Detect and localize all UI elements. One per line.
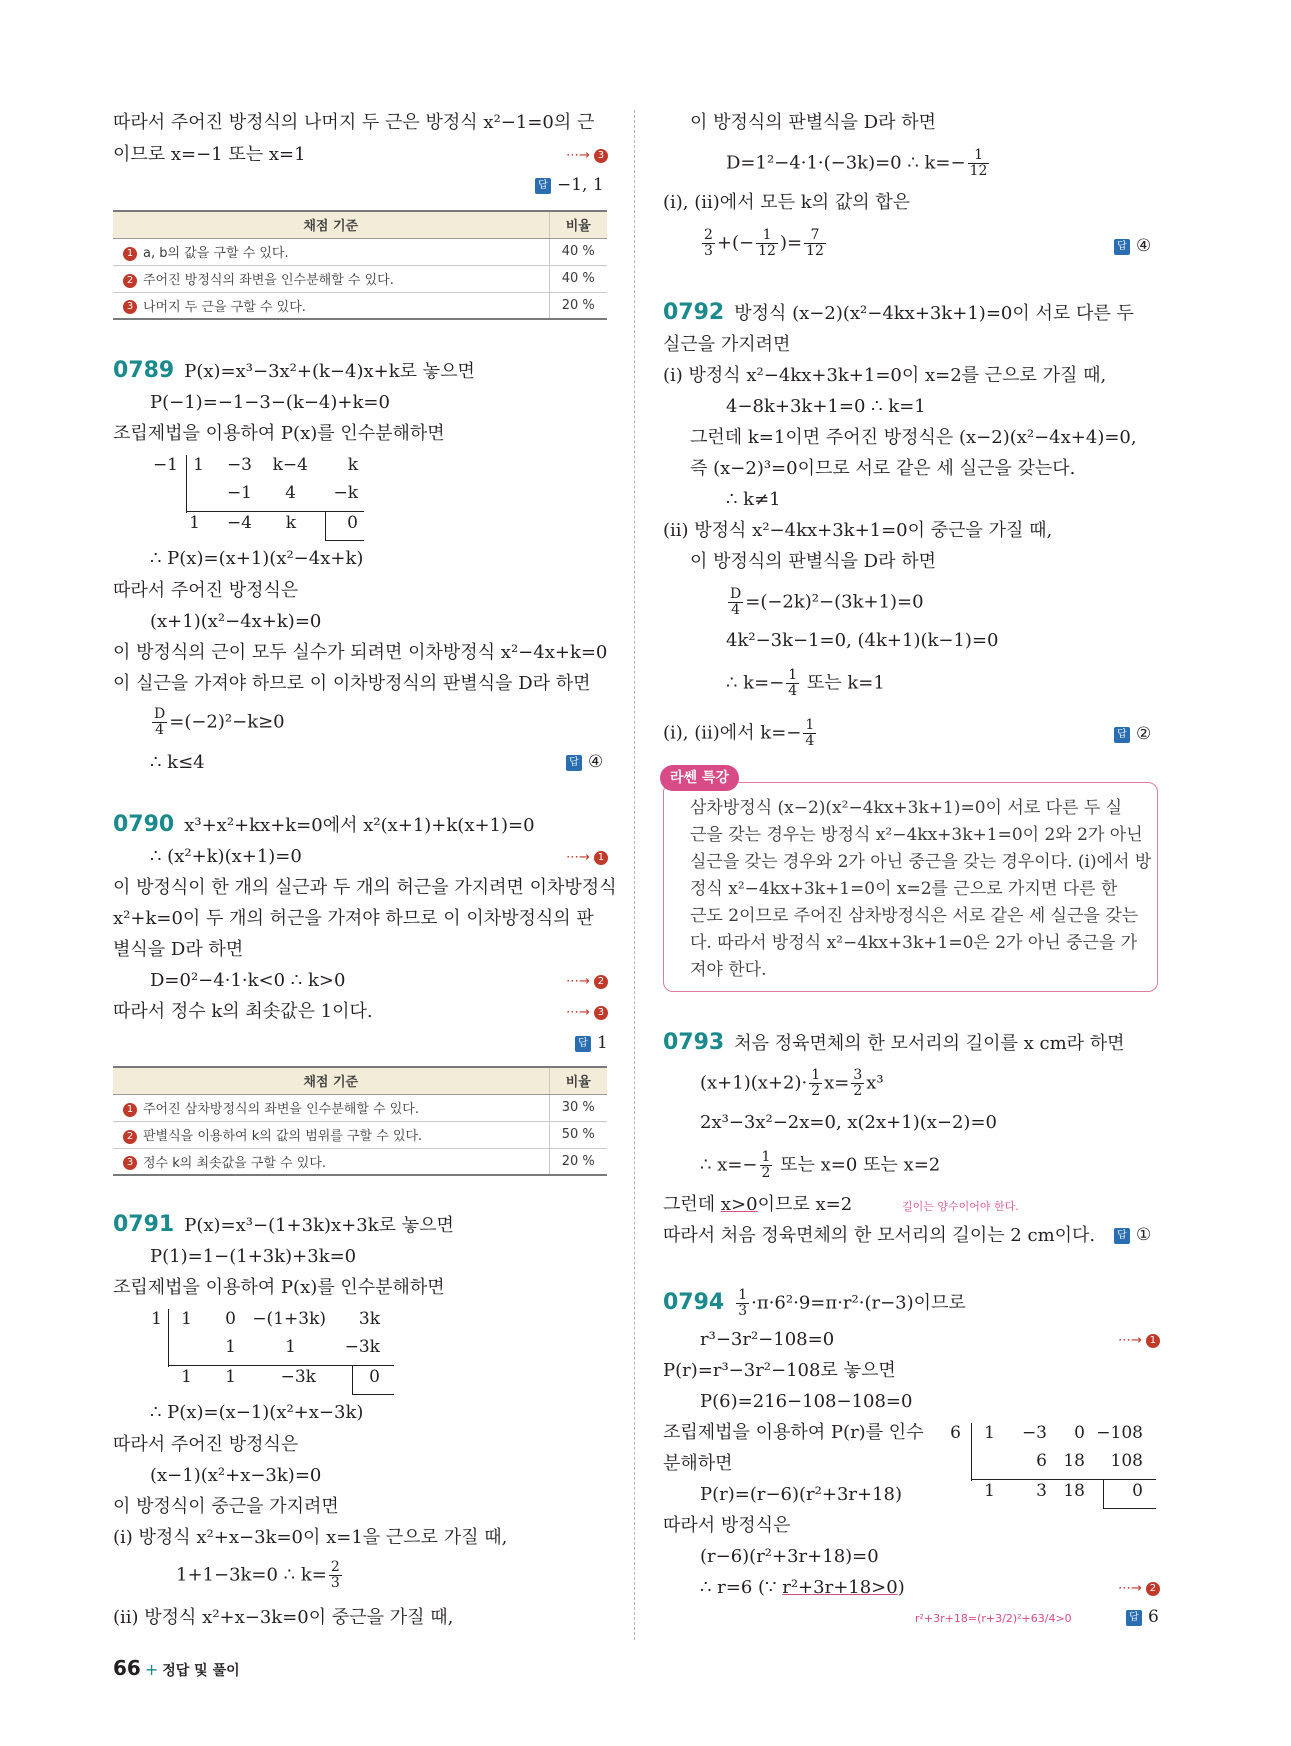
0793-line-4: ∴ x=− $\frac{1}{2}$ 또는 x=0 또는 x=2 [700, 1149, 941, 1181]
problem-0789: 0789 P(x)=x³−3x²+(k−4)x+k로 놓으면 [113, 358, 475, 383]
answer-0793: 답 ① [1114, 1225, 1151, 1245]
tip-tag: 라쎈 특강 [660, 765, 739, 791]
0791-line-9: 1+1−3k=0 ∴ k= $\frac{2}{3}$ [176, 1559, 340, 1591]
0792-line-12: ∴ k=− $\frac{1}{4}$ 또는 k=1 [726, 667, 885, 699]
0793-line-3: 2x³−3x²−2x=0, x(2x+1)(x−2)=0 [700, 1112, 997, 1133]
0790-line-2: ∴ (x²+k)(x+1)=0 [150, 846, 302, 867]
0794-line-3: P(r)=r³−3r²−108로 놓으면 [663, 1360, 896, 1381]
answer-0790: 답 1 [575, 1033, 608, 1053]
0789-line-7: 이 방정식의 근이 모두 실수가 되려면 이차방정식 x²−4x+k=0 [113, 642, 608, 663]
answer-icon: 답 [1114, 727, 1130, 743]
0794-line-2: r³−3r²−108=0 [700, 1329, 835, 1350]
0792-line-7: ∴ k≠1 [726, 489, 781, 510]
0794-line-6: 분해하면 [663, 1453, 733, 1474]
problem-0793: 0793 처음 정육면체의 한 모서리의 길이를 x cm라 하면 [663, 1030, 1125, 1055]
0789-line-6: (x+1)(x²−4x+k)=0 [150, 611, 322, 632]
division-line [186, 511, 364, 512]
division-bar [186, 455, 187, 513]
tip-line: 다. 따라서 방정식 x²−4kx+3k+1=0은 2가 아닌 중근을 가 [690, 933, 1138, 953]
answer-0794: 답 6 [1126, 1607, 1159, 1627]
division-bar [971, 1423, 972, 1481]
footer-label: 정답 및 풀이 [162, 1663, 240, 1679]
0792-line-2: 실근을 가지려면 [663, 334, 791, 355]
problem-0791: 0791 P(x)=x³−(1+3k)x+3k로 놓으면 [113, 1212, 454, 1237]
0789-line-9: $\frac{D}{4}$ =(−2)²−k≥0 [154, 706, 285, 738]
0790-line-7: 따라서 정수 k의 최솟값은 1이다. [113, 1001, 373, 1022]
0791-line-10: (ii) 방정식 x²+x−3k=0이 중근을 가질 때, [113, 1607, 454, 1628]
table-row: 3 나머지 두 근을 구할 수 있다. 20 % [113, 292, 607, 319]
problem-0794: 0794 $\frac{1}{3}$ ·π·6²·9=π·r²·(r−3)이므로 [663, 1287, 966, 1319]
0789-line-10: ∴ k≤4 [150, 752, 205, 773]
answer-0792: 답 ② [1114, 724, 1151, 744]
table-head-criteria: 채점 기준 [113, 1067, 549, 1094]
0792-line-11: 4k²−3k−1=0, (4k+1)(k−1)=0 [726, 630, 999, 651]
scoring-table-2 [113, 1066, 607, 1176]
answer-icon: 답 [1114, 1228, 1130, 1244]
answer-icon: 답 [1114, 239, 1130, 255]
0790-line-5: 별식을 D라 하면 [113, 939, 244, 960]
division-remainder-bar [325, 511, 326, 541]
answer-icon: 답 [1126, 1610, 1142, 1626]
0791-line-3: 조립제법을 이용하여 P(x)를 인수분해하면 [113, 1277, 445, 1298]
0792-line-4: 4−8k+3k+1=0 ∴ k=1 [726, 396, 926, 417]
0793-line-2: (x+1)(x+2)· $\frac{1}{2}$ x= $\frac{3}{2}$ x³ [700, 1067, 884, 1099]
tip-line: 정식 x²−4kx+3k+1=0이 x=2를 근으로 가지면 다른 한 [690, 879, 1118, 899]
0790-line-6: D=0²−4·1·k<0 ∴ k>0 [150, 970, 346, 991]
table-row: 3 정수 k의 최솟값을 구할 수 있다. 20 % [113, 1148, 607, 1175]
division-line [168, 1365, 394, 1366]
answer-0789: 답 ④ [566, 752, 603, 772]
answer-icon: 답 [575, 1036, 591, 1052]
0791-line-2: P(1)=1−(1+3k)+3k=0 [150, 1246, 357, 1267]
intro-line-1: 따라서 주어진 방정식의 나머지 두 근은 방정식 x²−1=0의 근 [113, 112, 595, 133]
table-row: 2 판별식을 이용하여 k의 값의 범위를 구할 수 있다. 50 % [113, 1121, 607, 1148]
0792-line-13: (i), (ii)에서 k=− $\frac{1}{4}$ [663, 717, 815, 749]
table-head-criteria: 채점 기준 [113, 211, 549, 238]
synthetic-division-0789: −1 1 −3 k−4 k −1 4 −k 1 −4 k 0 [152, 455, 358, 533]
step-marker: ⋯→ 1 [1118, 1333, 1160, 1348]
problem-0792: 0792 방정식 (x−2)(x²−4kx+3k+1)=0이 서로 다른 두 [663, 300, 1134, 325]
0794-line-5: 조립제법을 이용하여 P(r)를 인수 [663, 1422, 924, 1443]
0793-line-5: 그런데 x>0이므로 x=2 [663, 1194, 853, 1215]
0791-line-5: 따라서 주어진 방정식은 [113, 1434, 299, 1455]
answer-icon: 답 [535, 178, 551, 194]
0794-line-10: ∴ r=6 (∵ r²+3r+18>0) [700, 1577, 905, 1598]
tip-line: 실근을 갖는 경우와 2가 아닌 중근을 갖는 경우이다. (i)에서 방 [690, 852, 1152, 872]
scoring-table-1 [113, 210, 607, 320]
step-marker: ⋯→ 2 [1118, 1581, 1160, 1596]
page-footer: 66 + 정답 및 풀이 [113, 1656, 240, 1680]
0792-line-10: $\frac{D}{4}$ =(−2k)²−(3k+1)=0 [730, 586, 924, 618]
0792-line-6: 즉 (x−2)³=0이므로 서로 같은 세 실근을 갖는다. [690, 458, 1076, 479]
tip-line: 삼차방정식 (x−2)(x²−4kx+3k+1)=0이 서로 다른 두 실 [690, 798, 1123, 818]
page-number: 66 [113, 1656, 141, 1680]
0789-line-5: 따라서 주어진 방정식은 [113, 580, 299, 601]
0791-line-8: (i) 방정식 x²+x−3k=0이 x=1을 근으로 가질 때, [113, 1527, 508, 1548]
0791-line-4: ∴ P(x)=(x−1)(x²+x−3k) [150, 1402, 364, 1423]
column-divider [634, 110, 635, 1640]
0794-line-9: (r−6)(r²+3r+18)=0 [700, 1546, 879, 1567]
0789-line-3: 조립제법을 이용하여 P(x)를 인수분해하면 [113, 423, 445, 444]
0794-line-7: P(r)=(r−6)(r²+3r+18) [700, 1484, 903, 1505]
division-remainder-line [1103, 1508, 1156, 1509]
table-head-ratio: 비율 [549, 1067, 607, 1094]
0789-line-8: 이 실근을 가져야 하므로 이 이차방정식의 판별식을 D라 하면 [113, 673, 591, 694]
0792-line-5: 그런데 k=1이면 주어진 방정식은 (x−2)(x²−4x+4)=0, [690, 427, 1137, 448]
synthetic-division-0791: 1 1 0 −(1+3k) 3k 1 1 −3k 1 1 −3k 0 [151, 1309, 380, 1387]
0790-line-4: x²+k=0이 두 개의 허근을 가져야 하므로 이 이차방정식의 판 [113, 908, 594, 929]
0792-line-9: 이 방정식의 판별식을 D라 하면 [690, 551, 936, 572]
note-positive-quadratic: r²+3r+18=(r+3/2)²+63/4>0 [915, 1612, 1072, 1625]
0791-line-6: (x−1)(x²+x−3k)=0 [150, 1465, 322, 1486]
cont-line-1: 이 방정식의 판별식을 D라 하면 [690, 112, 936, 133]
tip-line: 져야 한다. [690, 960, 767, 980]
division-remainder-line [352, 1394, 394, 1395]
division-remainder-bar [352, 1365, 353, 1395]
division-remainder-bar [1103, 1479, 1104, 1509]
0790-line-3: 이 방정식이 한 개의 실근과 두 개의 허근을 가지려면 이차방정식 [113, 877, 617, 898]
division-line [971, 1479, 1156, 1480]
synthetic-division-0794: 6 1 −3 0 −108 6 18 108 1 3 18 0 [950, 1423, 1143, 1501]
0794-line-4: P(6)=216−108−108=0 [700, 1391, 913, 1412]
0792-line-3: (i) 방정식 x²−4kx+3k+1=0이 x=2를 근으로 가질 때, [663, 365, 1107, 386]
step-marker: ⋯→ 3 [566, 1005, 608, 1020]
tip-line: 근을 갖는 경우는 방정식 x²−4kx+3k+1=0이 2와 2가 아닌 [690, 825, 1143, 845]
answer-0791: 답 ④ [1114, 236, 1151, 256]
division-remainder-line [325, 540, 364, 541]
answer-intro: 답 −1, 1 [535, 175, 604, 195]
0794-line-8: 따라서 방정식은 [663, 1515, 791, 1536]
intro-line-2: 이므로 x=−1 또는 x=1 [113, 144, 306, 165]
step-marker: ⋯→ 2 [566, 974, 608, 989]
table-row: 1 주어진 삼차방정식의 좌변을 인수분해할 수 있다. 30 % [113, 1094, 607, 1121]
cont-line-3: (i), (ii)에서 모든 k의 값의 합은 [663, 192, 911, 213]
0789-line-4: ∴ P(x)=(x+1)(x²−4x+k) [150, 548, 364, 569]
table-head-ratio: 비율 [549, 211, 607, 238]
0791-line-7: 이 방정식이 중근을 가지려면 [113, 1496, 339, 1517]
0789-line-2: P(−1)=−1−3−(k−4)+k=0 [150, 392, 390, 413]
step-marker: ⋯→ 3 [566, 148, 608, 163]
division-bar [168, 1309, 169, 1367]
table-row: 2 주어진 방정식의 좌변을 인수분해할 수 있다. 40 % [113, 265, 607, 292]
0792-line-8: (ii) 방정식 x²−4kx+3k+1=0이 중근을 가질 때, [663, 520, 1053, 541]
problem-0790: 0790 x³+x²+kx+k=0에서 x²(x+1)+k(x+1)=0 [113, 812, 535, 837]
cont-line-2: D=1²−4·1·(−3k)=0 ∴ k=− $\frac{1}{12}$ [726, 147, 988, 179]
table-row: 1 a, b의 값을 구할 수 있다. 40 % [113, 238, 607, 265]
cont-line-4: $\frac{2}{3}$ +(− $\frac{1}{12}$ )= $\frac{7}{12}$ [704, 227, 824, 259]
note-positive-length: 길이는 양수이어야 한다. [902, 1200, 1019, 1213]
0793-line-6: 따라서 처음 정육면체의 한 모서리의 길이는 2 cm이다. [663, 1225, 1096, 1246]
tip-line: 근도 2이므로 주어진 삼차방정식은 서로 같은 세 실근을 갖는 [690, 906, 1139, 926]
step-marker: ⋯→ 1 [566, 850, 608, 865]
answer-icon: 답 [566, 755, 582, 771]
